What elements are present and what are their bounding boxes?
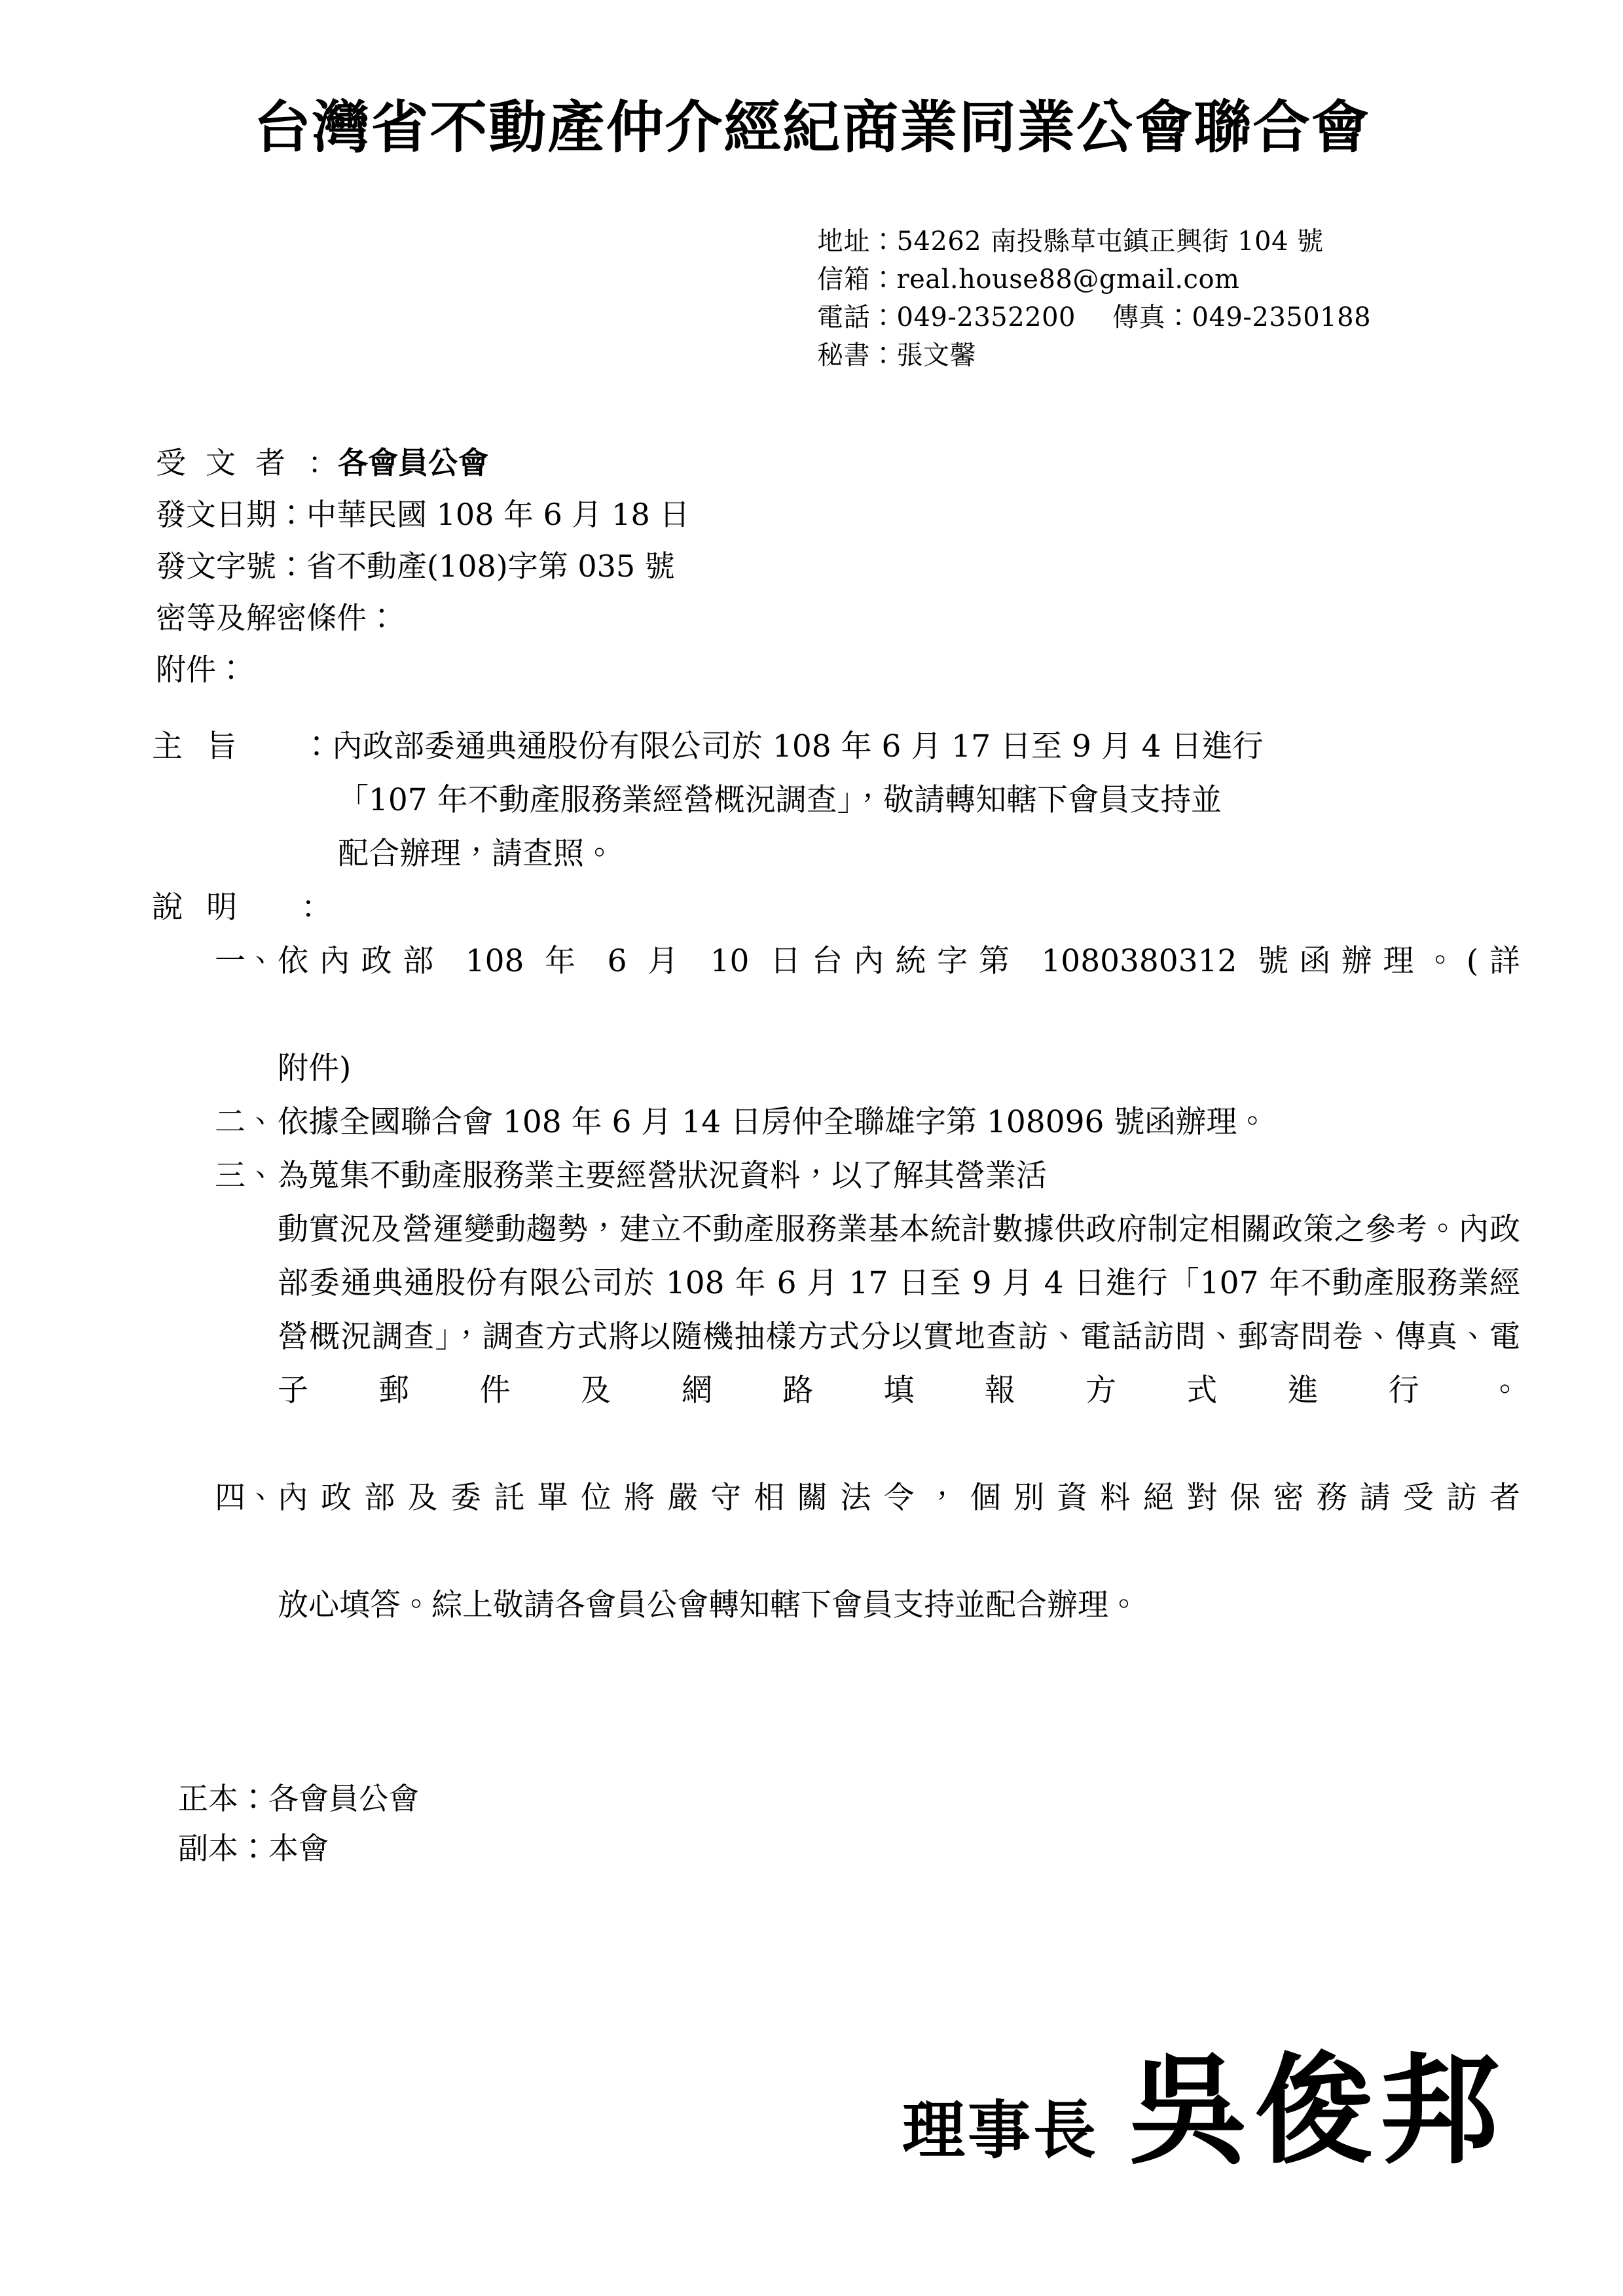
list-item-line: 為蒐集不動產服務業主要經營狀況資料，以了解其營業活 xyxy=(278,1158,1047,1194)
copy-label: 副本： xyxy=(178,1831,268,1866)
list-item-marker: 一、 xyxy=(215,943,276,979)
secrecy-label: 密等及解密條件： xyxy=(156,600,397,636)
original-label: 正本： xyxy=(178,1781,268,1816)
recipient-value: 各會員公會 xyxy=(338,445,488,480)
signature-name: 吳俊邦 xyxy=(1129,2041,1506,2180)
list-item-cont: 附件) xyxy=(278,1050,352,1086)
fax-value: 049-2350188 xyxy=(1192,302,1372,332)
explanation-colon: ： xyxy=(301,889,332,925)
subject-line-1-text: 內政部委通典通股份有限公司於 108 年 6 月 17 日至 9 月 4 日進行 xyxy=(332,728,1264,764)
explanation-head-label: 說明 xyxy=(152,889,261,925)
contact-address-line xyxy=(817,223,1590,260)
document-body xyxy=(152,720,1520,1632)
list-item-text xyxy=(278,935,1520,1096)
list-item-text xyxy=(278,1096,1520,1149)
list-item xyxy=(215,1471,1520,1632)
recipient-label: 受文者 xyxy=(156,445,305,480)
list-item-marker: 三、 xyxy=(215,1158,276,1194)
attachment-label: 附件： xyxy=(156,652,246,687)
address-label: 地址： xyxy=(817,226,897,257)
subject-body xyxy=(301,720,1520,881)
meta-row-date xyxy=(156,489,1203,541)
doc-number-value: 省不動產(108)字第 035 號 xyxy=(306,548,675,584)
list-item-text xyxy=(278,1149,1520,1471)
explanation-head-row xyxy=(152,881,1520,935)
document-meta-block xyxy=(156,437,1203,696)
list-item-line: 依據全國聯合會 108 年 6 月 14 日房仲全聯雄字第 108096 號函辦理。 xyxy=(278,1104,1268,1140)
signature-block xyxy=(0,2016,1506,2187)
distribution-copy-row xyxy=(178,1823,419,1873)
secretary-value: 張文馨 xyxy=(896,340,976,370)
list-item xyxy=(215,935,1520,1096)
distribution-block xyxy=(178,1774,419,1873)
phone-value: 049-2352200 xyxy=(896,302,1076,332)
recipient-colon: ： xyxy=(308,445,338,480)
email-value: real.house88@gmail.com xyxy=(896,264,1240,295)
secretary-label: 秘書： xyxy=(817,340,897,370)
subject-colon: ： xyxy=(301,728,332,764)
phone-label: 電話： xyxy=(817,302,897,332)
explanation-section xyxy=(152,881,1520,1632)
list-item-marker: 四、 xyxy=(215,1480,276,1516)
contact-phone-fax-line xyxy=(817,298,1590,336)
contact-secretary-line xyxy=(817,336,1590,374)
organization-title: 台灣省不動產仲介經紀商業同業公會聯合會 xyxy=(253,95,1370,160)
meta-row-attachment xyxy=(156,644,1203,696)
issue-date-label: 發文日期： xyxy=(156,497,306,532)
contact-block xyxy=(817,223,1590,374)
list-item-line: 內政部及委託單位將嚴守相關法令，個別資料絕對保密務請受訪者 xyxy=(278,1480,1520,1516)
issue-date-value: 中華民國 108 年 6 月 18 日 xyxy=(306,497,690,532)
explanation-head xyxy=(152,881,301,935)
explanation-colon-wrap xyxy=(301,881,1520,935)
masthead xyxy=(0,95,1623,160)
email-label: 信箱： xyxy=(817,264,897,295)
list-item-text xyxy=(278,1471,1520,1632)
signature-title: 理事長 xyxy=(902,2094,1099,2167)
list-item xyxy=(215,1149,1520,1471)
doc-number-label: 發文字號： xyxy=(156,548,306,584)
copy-value: 本會 xyxy=(268,1831,329,1866)
list-item-cont: 動實況及營運變動趨勢，建立不動產服務業基本統計數據供政府制定相關政策之參考。內政部委通典通股份有限公司於 108 年 6 月 17 日至 9 月 4 日進行「107 年不動產服務業經營概況調查」，調查方式將以隨機抽樣方式分以實地查訪、電話訪問、郵寄問卷、傳真、電子郵件及網路填報方式進行。 xyxy=(278,1211,1520,1408)
list-item xyxy=(215,1096,1520,1149)
list-item-line: 依內政部 108 年 6 月 10 日台內統字第 1080380312 號函辦理。(詳 xyxy=(278,943,1520,979)
subject-head xyxy=(152,720,301,774)
subject-section xyxy=(152,720,1520,881)
subject-line-1 xyxy=(301,720,1520,774)
distribution-original-row xyxy=(178,1774,419,1823)
list-item-marker: 二、 xyxy=(215,1104,276,1140)
meta-row-secrecy xyxy=(156,592,1203,644)
subject-line-3: 配合辦理，請查照。 xyxy=(338,836,615,872)
list-item-cont: 放心填答。綜上敬請各會員公會轉知轄下會員支持並配合辦理。 xyxy=(278,1587,1139,1623)
meta-row-doc-no xyxy=(156,541,1203,592)
original-value: 各會員公會 xyxy=(268,1781,419,1816)
subject-line-2: 「107 年不動產服務業經營概況調查」，敬請轉知轄下會員支持並 xyxy=(338,782,1222,818)
fax-label: 傳真： xyxy=(1112,302,1192,332)
address-value: 54262 南投縣草屯鎮正興街 104 號 xyxy=(896,226,1324,257)
subject-head-label: 主旨 xyxy=(152,728,261,764)
contact-email-line xyxy=(817,260,1590,298)
meta-row-recipient xyxy=(156,437,1203,489)
explanation-list xyxy=(152,935,1520,1632)
subject-head-row xyxy=(152,720,1520,881)
